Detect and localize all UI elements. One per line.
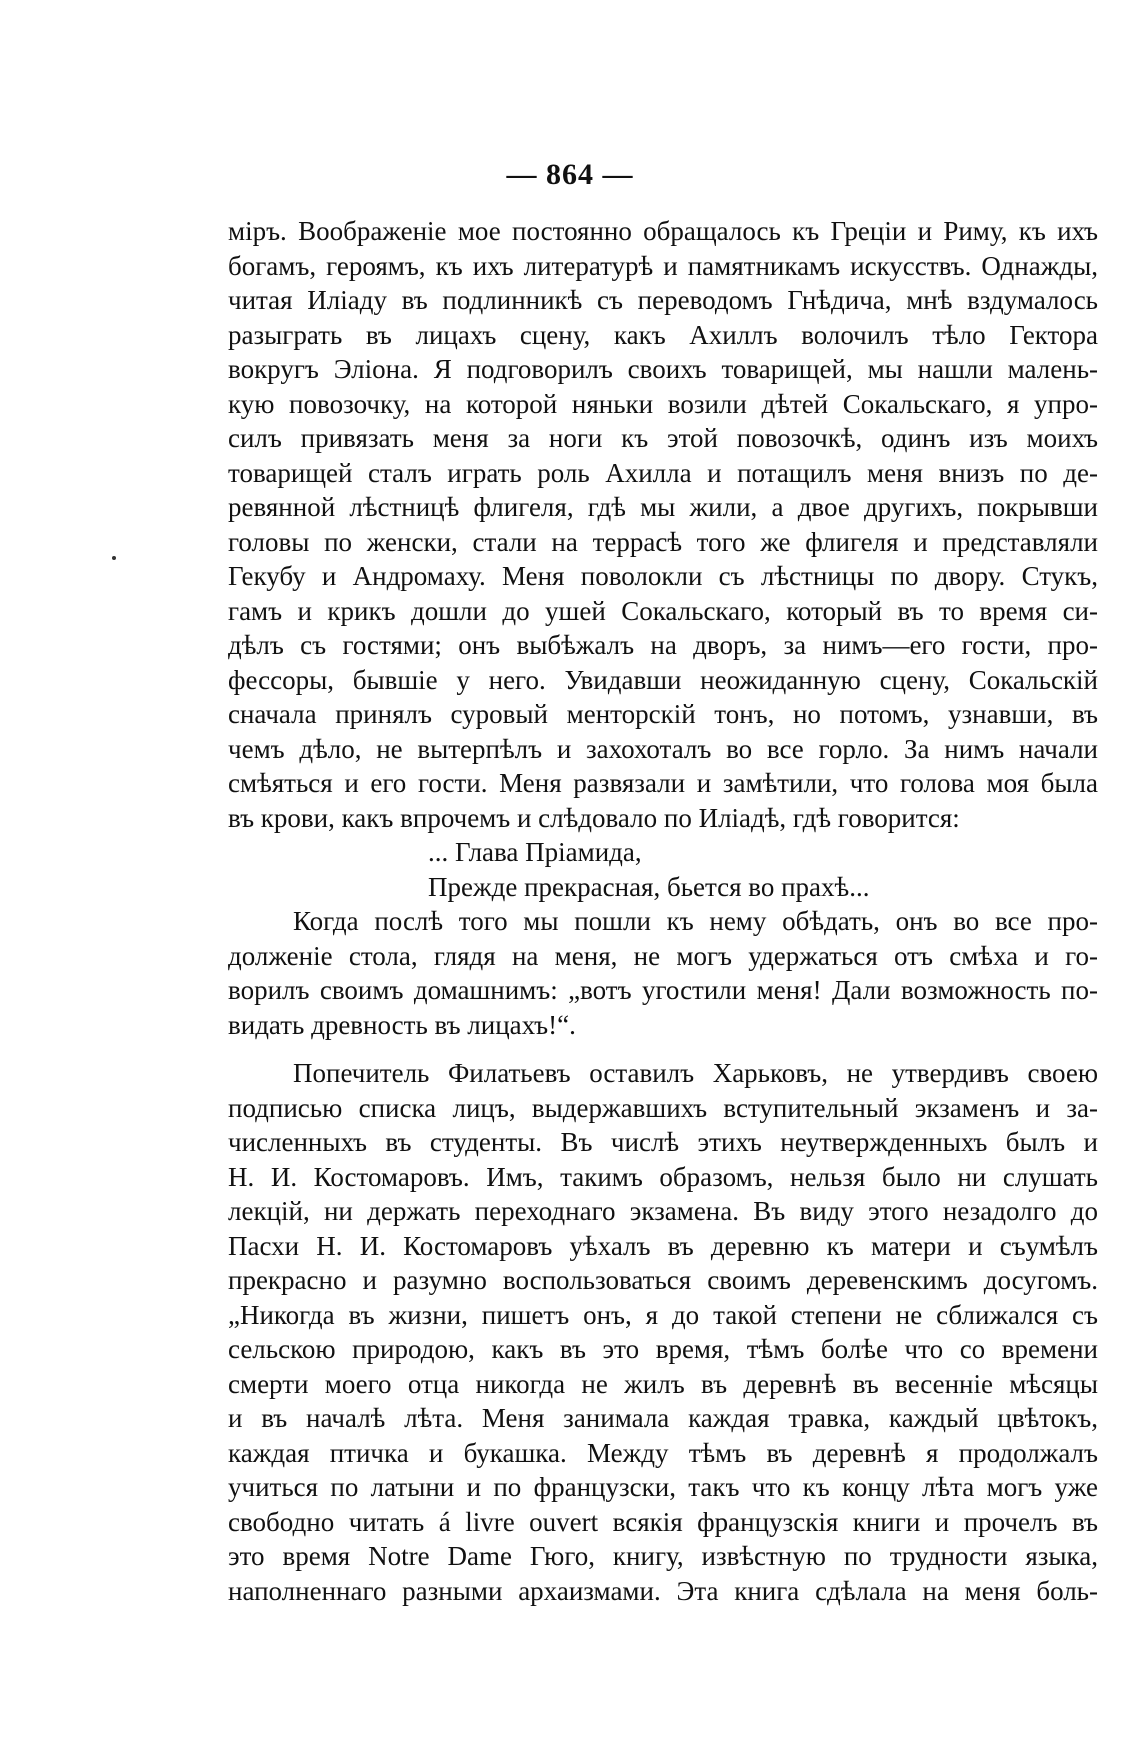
- body-text: [228, 214, 1098, 1608]
- text-line: свободно читать á livre ouvert всякія французскія книги и прочелъ въ: [228, 1506, 1098, 1537]
- text-line: сельскою природою, какъ въ это время, тѣмъ болѣе что со времени: [228, 1334, 1098, 1364]
- text-line: прекрасно и разумно воспользоваться своимъ деревенскимъ досугомъ.: [228, 1265, 1098, 1295]
- text-line: гамъ и крикъ дошли до ушей Сокальскаго, который въ то время си-: [228, 595, 1098, 626]
- text-line: и въ началѣ лѣта. Меня занимала каждая травка, каждый цвѣтокъ,: [228, 1403, 1098, 1433]
- text-line: долженіе стола, глядя на меня, не могъ удержаться отъ смѣха и го-: [228, 940, 1098, 971]
- text-line: міръ. Воображеніе мое постоянно обращалось къ Греціи и Риму, къ ихъ: [228, 216, 1098, 246]
- text-line: ворилъ своимъ домашнимъ: „вотъ угостили меня! Дали возможность по-: [228, 975, 1098, 1005]
- text-line: дѣлъ съ гостями; онъ выбѣжалъ на дворъ, за нимъ—его гости, про-: [228, 630, 1098, 660]
- text-line: кую повозочку, на которой няньки возили дѣтей Сокальскаго, я упро-: [228, 388, 1098, 419]
- text-line: Попечитель Филатьевъ оставилъ Харьковъ, не утвердивъ своею: [293, 1058, 1098, 1088]
- text-line: фессоры, бывшіе у него. Увидавши неожиданную сцену, Сокальскій: [228, 664, 1098, 695]
- text-line: ревянной лѣстницѣ флигеля, гдѣ мы жили, а двое другихъ, покрывши: [228, 492, 1098, 522]
- text-line: разыграть въ лицахъ сцену, какъ Ахиллъ волочилъ тѣло Гектора: [228, 319, 1098, 350]
- text-line: учиться по латыни и по французски, такъ что къ концу лѣта могъ уже: [228, 1472, 1098, 1502]
- text-line: силъ привязать меня за ноги къ этой повозочкѣ, одинъ изъ моихъ: [228, 423, 1098, 453]
- text-line: численныхъ въ студенты. Въ числѣ этихъ неутвержденныхъ былъ и: [228, 1127, 1098, 1157]
- text-line: Когда послѣ того мы пошли къ нему обѣдать, онъ во все про-: [293, 906, 1098, 936]
- text-line: въ крови, какъ впрочемъ и слѣдовало по Иліадѣ, гдѣ говорится:: [228, 802, 960, 833]
- verse-line: ... Глава Пріамида,: [428, 837, 642, 867]
- text-line: чемъ дѣло, не вытерпѣлъ и захохоталъ во все горло. За нимъ начали: [228, 733, 1098, 764]
- paragraph-gap: [228, 1042, 1098, 1056]
- text-line: каждая птичка и букашка. Между тѣмъ въ деревнѣ я продолжалъ: [228, 1437, 1098, 1468]
- text-line: подписью списка лицъ, выдержавшихъ вступительный экзаменъ и за-: [228, 1092, 1098, 1123]
- paragraph-1: [228, 214, 1098, 835]
- text-line: вокругъ Эліона. Я подговорилъ своихъ товарищей, мы нашли малень-: [228, 354, 1098, 384]
- paragraph-3: [228, 1056, 1098, 1608]
- text-line: читая Иліаду въ подлинникѣ съ переводомъ Гнѣдича, мнѣ вздумалось: [228, 285, 1098, 315]
- text-line: сначала принялъ суровый менторскій тонъ, но потомъ, узнавши, въ: [228, 699, 1098, 729]
- page-number: — 864 —: [506, 158, 634, 191]
- text-line: товарищей сталъ играть роль Ахилла и потащилъ меня внизъ по де-: [228, 457, 1098, 488]
- text-line: лекцій, ни держать переходнаго экзамена. Въ виду этого незадолго до: [228, 1196, 1098, 1226]
- text-line: „Никогда въ жизни, пишетъ онъ, я до такой степени не сближался съ: [228, 1299, 1098, 1330]
- text-line: богамъ, героямъ, къ ихъ литературѣ и памятникамъ искусствъ. Однажды,: [228, 250, 1098, 281]
- margin-speck: [112, 556, 116, 560]
- text-line: смѣяться и его гости. Меня развязали и замѣтили, что голова моя была: [228, 768, 1098, 798]
- paragraph-2: [228, 904, 1098, 1042]
- text-line: головы по женски, стали на террасѣ того же флигеля и представляли: [228, 526, 1098, 557]
- text-line: видать древность въ лицахъ!“.: [228, 1009, 576, 1040]
- verse-line: Прежде прекрасная, бьется во прахѣ...: [428, 871, 870, 902]
- text-line: Пасхи Н. И. Костомаровъ уѣхалъ въ деревню къ матери и съумѣлъ: [228, 1230, 1098, 1261]
- text-line: это время Notre Dame Гюго, книгу, извѣстную по трудности языка,: [228, 1541, 1098, 1571]
- text-line: смерти моего отца никогда не жилъ въ деревнѣ въ весенніе мѣсяцы: [228, 1368, 1098, 1399]
- text-line: наполненнаго разными архаизмами. Эта книга сдѣлала на меня боль-: [228, 1575, 1098, 1606]
- text-line: Гекубу и Андромаху. Меня поволокли съ лѣстницы по двору. Стукъ,: [228, 561, 1098, 591]
- text-line: Н. И. Костомаровъ. Имъ, такимъ образомъ, нельзя было ни слушать: [228, 1161, 1098, 1192]
- verse-quote: [228, 835, 1098, 904]
